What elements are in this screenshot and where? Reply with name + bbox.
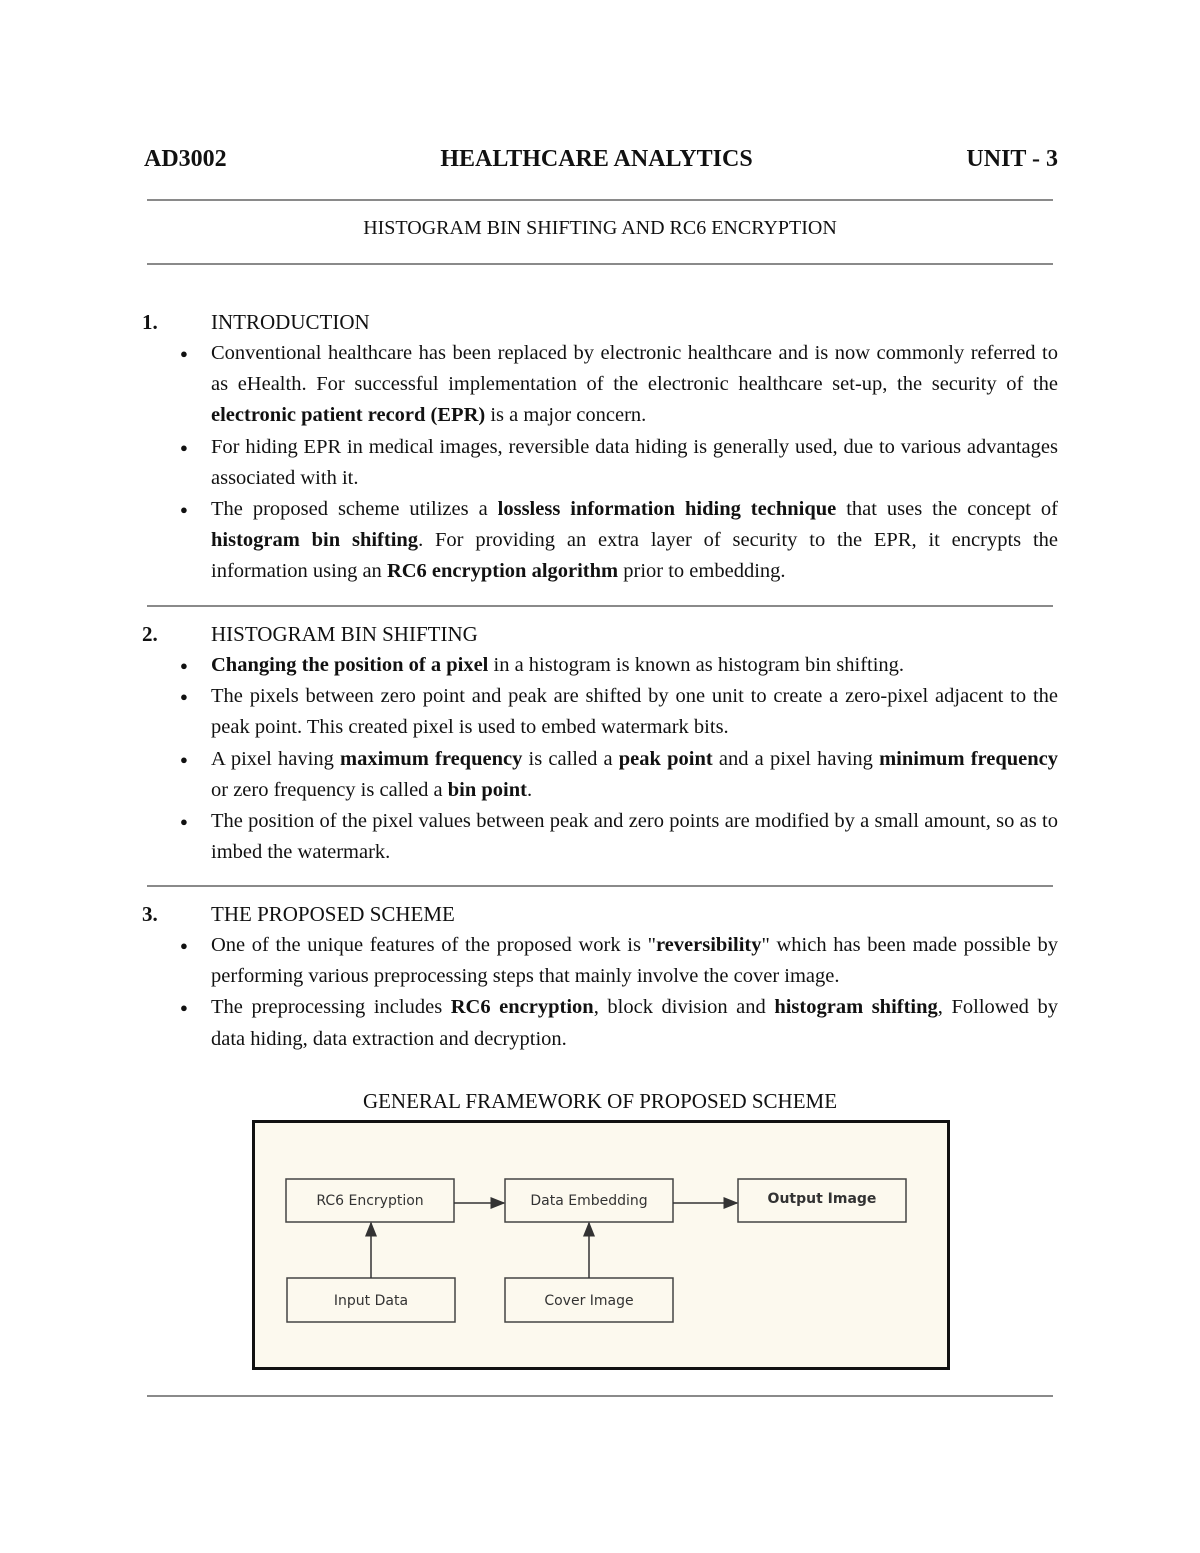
bullet-icon: ● — [180, 1000, 188, 1016]
bullet-list — [142, 930, 1058, 1055]
text-run: is called a — [522, 747, 619, 770]
box-label: RC6 Encryption — [316, 1193, 424, 1209]
list-item — [142, 992, 1058, 1054]
text-run: , Followed by data hiding, data extraction and decryption. — [211, 996, 1058, 1050]
box-label: Input Data — [333, 1293, 409, 1309]
bullet-icon: ● — [180, 689, 188, 705]
divider — [147, 605, 1053, 607]
box-data-embedding — [505, 1179, 673, 1222]
list-item — [142, 806, 1058, 868]
bullet-list — [142, 650, 1058, 868]
bullet-icon: ● — [180, 751, 188, 767]
bullet-list — [142, 338, 1058, 588]
text-run: . — [526, 778, 533, 801]
figure-title: GENERAL FRAMEWORK OF PROPOSED SCHEME — [362, 1089, 838, 1113]
section-number: 2. — [142, 622, 158, 646]
section-introduction — [142, 307, 1058, 588]
bullet-icon: ● — [180, 814, 188, 830]
section-title: THE PROPOSED SCHEME — [211, 902, 455, 926]
section-histogram-bin-shifting — [142, 619, 1058, 868]
list-item — [142, 681, 1058, 743]
bold-term: minimum frequency — [879, 747, 1059, 770]
box-label: Cover Image — [544, 1293, 634, 1309]
course-title: HEALTHCARE ANALYTICS — [440, 145, 753, 172]
section-number: 3. — [142, 902, 158, 926]
section-number: 1. — [142, 310, 158, 334]
document-title: HISTOGRAM BIN SHIFTING AND RC6 ENCRYPTION — [363, 217, 837, 239]
bold-term: maximum frequency — [340, 747, 523, 770]
section-heading — [142, 619, 1058, 650]
box-label: Output Image — [767, 1191, 877, 1207]
section-heading — [142, 307, 1058, 338]
bullet-icon: ● — [180, 502, 188, 518]
text-run: or zero frequency is called a — [211, 778, 448, 801]
text-run: A pixel having — [211, 747, 341, 770]
text-run: prior to embedding. — [618, 560, 786, 583]
bullet-icon: ● — [180, 938, 188, 953]
text-run: For hiding EPR in medical images, reversible data hiding is generally used, due to various advantages associated with it. — [211, 435, 1058, 489]
unit-label: UNIT - 3 — [966, 145, 1058, 172]
divider — [147, 1395, 1053, 1397]
bullet-icon: ● — [180, 439, 188, 455]
text-run: One of the unique features of the proposed work is " — [211, 934, 656, 956]
diagram-canvas — [255, 1123, 947, 1367]
bullet-icon: ● — [180, 346, 188, 361]
box-cover-image — [505, 1278, 673, 1322]
page-header — [144, 142, 1058, 176]
list-item — [142, 650, 1058, 681]
section-title: HISTOGRAM BIN SHIFTING — [211, 622, 478, 646]
bold-term: RC6 encryption — [450, 996, 594, 1019]
section-title: INTRODUCTION — [211, 310, 370, 334]
box-input-data — [287, 1278, 455, 1322]
text-run: The preprocessing includes — [211, 996, 451, 1019]
text-run: in a histogram is known as histogram bin shifting. — [488, 654, 905, 676]
list-item — [142, 338, 1058, 432]
bold-term: bin point — [447, 778, 527, 801]
divider — [147, 199, 1053, 201]
box-output-image — [738, 1179, 906, 1222]
text-run: The pixels between zero point and peak are shifted by one unit to create a zero-pixel adjacent to the peak point. This created pixel is used to embed watermark bits. — [211, 685, 1058, 739]
text-run: is a major concern. — [485, 404, 647, 427]
bullet-icon: ● — [180, 658, 188, 673]
bold-term: Changing the position of a pixel — [211, 654, 489, 676]
box-label: Data Embedding — [530, 1193, 648, 1209]
divider — [147, 885, 1053, 887]
bold-term: reversibility — [655, 934, 762, 956]
list-item — [142, 494, 1058, 588]
list-item — [142, 432, 1058, 494]
bold-term: peak point — [618, 747, 713, 770]
bold-term: RC6 encryption algorithm — [386, 560, 619, 583]
section-proposed-scheme — [142, 899, 1058, 1055]
framework-diagram — [252, 1120, 950, 1370]
text-run: " which has been made possible by performing various preprocessing steps that mainly involve the cover image. — [211, 934, 1058, 988]
text-run: and a pixel having — [712, 747, 880, 770]
box-rc6-encryption — [286, 1179, 454, 1222]
list-item — [142, 930, 1058, 992]
list-item — [142, 744, 1058, 806]
text-run: Conventional healthcare has been replaced by electronic healthcare and is now commonly referred to as eHealth. For successful implementation of the electronic healthcare set-up, the security of the — [211, 342, 1058, 396]
course-code: AD3002 — [144, 145, 227, 172]
bold-term: histogram shifting — [774, 996, 938, 1019]
bold-term: electronic patient record (EPR) — [211, 404, 486, 427]
text-run: . For providing an extra layer of security to the EPR, it encrypts the information using an — [211, 529, 1058, 583]
text-run: , block division and — [593, 996, 775, 1019]
text-run: that uses the concept of — [836, 498, 1058, 521]
text-run: The proposed scheme utilizes a — [211, 498, 498, 521]
divider — [147, 263, 1053, 265]
section-heading — [142, 899, 1058, 930]
text-run: The position of the pixel values between peak and zero points are modified by a small amount, so as to imbed the watermark. — [211, 810, 1058, 864]
bold-term: lossless information hiding technique — [497, 498, 837, 521]
bold-term: histogram bin shifting — [211, 529, 419, 552]
